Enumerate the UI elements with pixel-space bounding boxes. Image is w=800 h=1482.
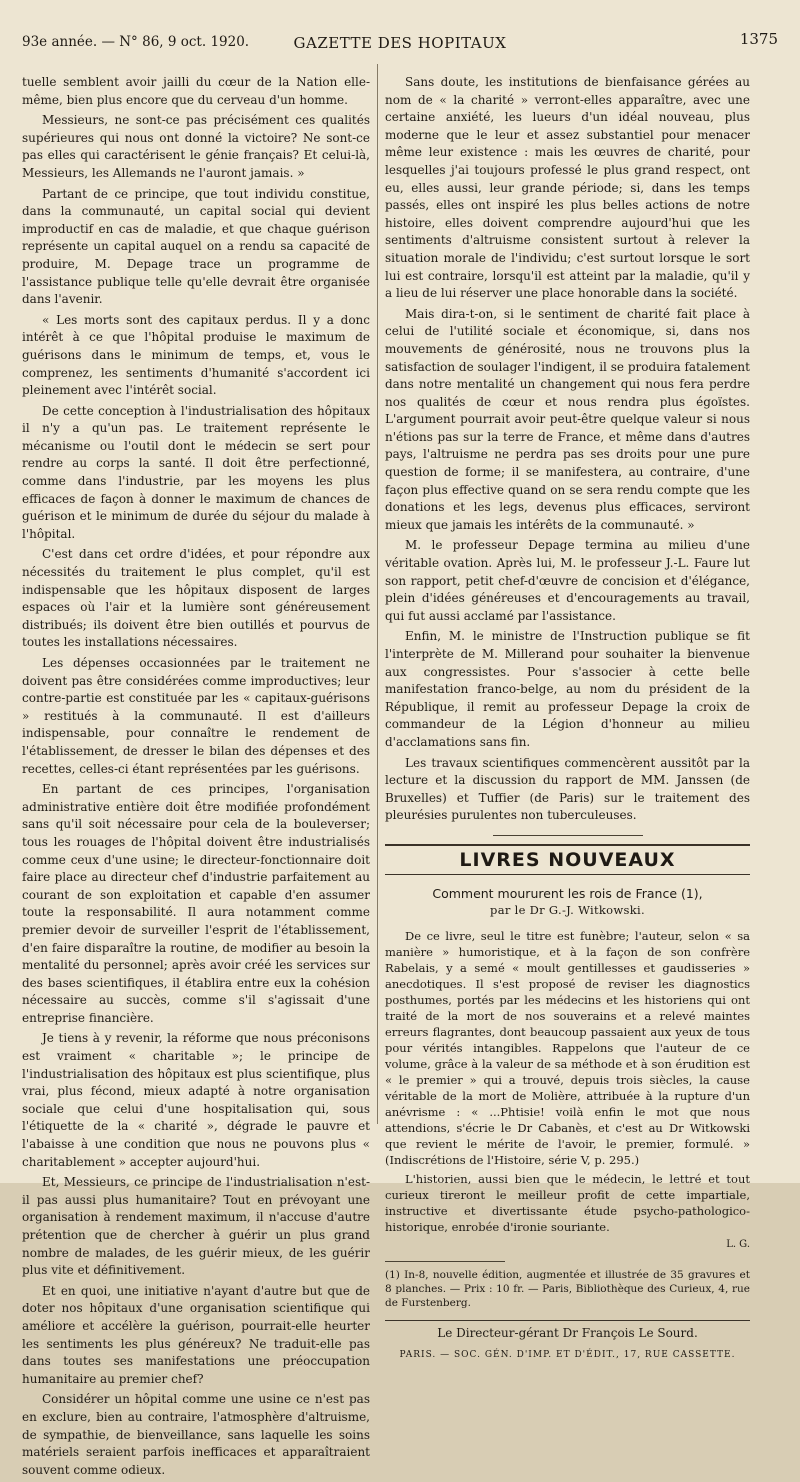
section-title: LIVRES NOUVEAUX [459,848,676,871]
page-header [22,30,778,56]
printer-line: PARIS. — SOC. GÉN. D'IMP. ET D'ÉDIT., 17, RUE CASSETTE. [399,1349,736,1360]
section-separator [493,835,643,836]
paragraph: tuelle semblent avoir jailli du cœur de la Nation elle-même, bien plus encore que du cerveau d'un homme. [22,75,370,107]
paragraph: De cette conception à l'industrialisation des hôpitaux il n'y a qu'un pas. Le traitement représente le mécanisme ou l'outil dont le médecin se sert pour rendre au corps la santé. Il doit être perfectionné, comme dans l'industrie, par les moyens les plus efficaces de façon à donner le maximum de chances de guérison et le minimum de durée du séjour du malade à l'hôpital. [22,403,370,541]
paragraph: Les dépenses occasionnées par le traitement ne doivent pas être considérées comme improductives; leur contre-partie est constituée par les « capitaux-guérisons » restitués à la communauté. Il est d'ailleurs indispensable, pour connaître le rendement de l'établissement, de dresser le bilan des dépenses et des recettes, celles-ci étant représentées par les guérisons. [22,656,370,776]
paragraph: Et en quoi, une initiative n'ayant d'autre but que de doter nos hôpitaux d'une organisation scientifique qui améliore et accélère la guérison, pourrait-elle heurter les sentiments les plus généreux? Ne traduit-elle pas dans toutes ses manifestations une préoccupation humanitaire au premier chef? [22,1283,370,1386]
paragraph: Mais dira-t-on, si le sentiment de charité fait place à celui de l'utilité sociale et économique, si, dans nos mouvements de générosité, nous ne trouvons plus la satisfaction de soulager l'indigent, il se produira fatalement dans notre mentalité un changement qui nous fera perdre nos qualités de cœur et nous rendra plus égoïstes. L'argument pourrait avoir peut-être quelque valeur si nous n'étions pas sur la terre de France, et même dans d'autres pays, l'altruisme ne perdra pas ses droits pour une pure question de forme; il se manifestera, au contraire, d'une façon plus effective quand on se sera rendu compte que les donations et les legs, devenus plus efficaces, serviront mieux que jamais les intérêts de la communauté. » [385,306,750,532]
left-column [22,74,370,1482]
review-paragraph: L'historien, aussi bien que le médecin, le lettré et tout curieux tireront le meilleur profit de cette impartiale, instructive et divertissante étude psycho-pathologico-historique, enrobée d'ironie souriante. [385,1171,750,1234]
book-title: Comment moururent les rois de France (1), [432,885,703,901]
paragraph: Je tiens à y revenir, la réforme que nous préconisons est vraiment « charitable »; le principe de l'industrialisation des hôpitaux est plus scientifique, plus vrai, plus fécond, mieux adapté à notre organisation sociale que celui d'une hospitalisation qui, sous l'étiquette de la « charité », dégrade le pauvre et l'abaisse à une condition que nous ne pouvons plus « charitablement » accepter aujourd'hui. [22,1031,370,1169]
paragraph: Enfin, M. le ministre de l'Instruction publique se fit l'interprète de M. Millerand pour souhaiter la bienvenue aux congressistes. Pour s'associer à cette belle manifestation franco-belge, au nom du président de la République, il remit au professeur Depage la croix de commandeur de la Légion d'honneur au milieu d'acclamations sans fin. [385,629,750,749]
paragraph: Messieurs, ne sont-ce pas précisément ces qualités supérieures qui nous ont donné la victoire? Ne sont-ce pas elles qui caractérisent le génie français? Et celui-là, Messieurs, les Allemands ne l'auront jamais. » [22,113,370,180]
paragraph: Sans doute, les institutions de bienfaisance gérées au nom de « la charité » verront-elles apparaître, avec une certaine anxiété, les lueurs d'un idéal nouveau, plus moderne que le leur et assez substantiel pour menacer même leur existence : mais les œuvres de charité, pour lesquelles j'ai toujours professé le plus grand respect, ont eu, elles aussi, leur grande période; si, dans les temps passés, elles ont inspiré les plus belles actions de notre histoire, elles doivent comprendre aujourd'hui que les sentiments d'altruisme consistent surtout à relever la situation morale de l'individu; c'est surtout lorsque le sort lui est contraire, lorsqu'il est atteint par la maladie, qu'il y a lieu de lui réserver une place honorable dans la société. [385,75,750,301]
right-column [385,74,750,1365]
book-author: par le Dr G.-J. Witkowski. [490,903,645,918]
paragraph: Considérer un hôpital comme une usine ce n'est pas en exclure, bien au contraire, l'atmosphère d'altruisme, de sympathie, de bienveillance, sans laquelle les soins matériels seraient parfois inefficaces et apparaîtraient souvent comme odieux. [22,1392,370,1477]
paragraph: C'est dans cet ordre d'idées, et pour répondre aux nécessités du traitement le plus complet, qu'il est indispensable que les hôpitaux disposent de larges espaces où l'air et la lumière sont généreusement distribués; ils doivent être bien outillés et pourvus de toutes les installations nécessaires. [22,547,370,650]
paragraph: En partant de ces principes, l'organisation administrative entière doit être modifiée profondément sans qu'il soit nécessaire pour cela de la bouleverser; tous les rouages de l'hôpital doivent être industrialisés comme ceux d'une usine; le directeur-fonctionnaire doit faire place au directeur chef d'industrie parfaitement au courant de son exploitation et capable d'en assumer toute la responsabilité. Il aura notamment comme premier devoir de surveiller l'esprit de l'établissement, d'en faire disparaître la routine, de modifier au besoin la mentalité du personnel; après avoir créé les services sur des bases scientifiques, il établira entre eux la cohésion nécessaire au succès, comme s'il s'agissait d'une entreprise financière. [22,782,370,1025]
paragraph: Et, Messieurs, ce principe de l'industrialisation n'est-il pas aussi plus humanitaire? Tout en prévoyant une organisation à rendement maximum, il n'accuse d'autre prétention que de chercher à guérir un plus grand nombre de malades, de les guérir mieux, de les guérir plus vite et définitivement. [22,1175,370,1278]
director-line: Le Directeur-gérant Dr François Le Sourd. [385,1320,750,1343]
page-number: 1375 [739,30,778,48]
review-initials: L. G. [726,1238,750,1250]
column-divider [377,64,378,1124]
paragraph: Partant de ce principe, que tout individu constitue, dans la communauté, un capital social qui devient improductif en cas de maladie, et que chaque guérison représente un capital auquel on a rendu sa capacité de produire, M. Depage trace un programme de l'assistance publique telle qu'elle devrait être organisée dans l'avenir. [22,186,370,307]
paragraph: « Les morts sont des capitaux perdus. Il y a donc intérêt à ce que l'hôpital produise le maximum de guérisons dans le minimum de temps, et, vous le comprenez, les sentiments d'humanité s'accordent ici pleinement avec l'intérêt social. [22,312,370,398]
paragraph: Les travaux scientifiques commencèrent aussitôt par la lecture et la discussion du rapport de MM. Janssen (de Bruxelles) et Tuffier (de Paris) sur le traitement des pleurésies purulentes non tuberculeuses. [385,755,750,823]
footnote-rule [385,1261,505,1262]
issue-info: 93e année. — N° 86, 9 oct. 1920. [22,34,250,50]
title-rule [385,844,750,846]
footnote: (1) In-8, nouvelle édition, augmentée et illustrée de 35 gravures et 8 planches. — Prix : 10 fr. — Paris, Bibliothèque des Curieux, 4, rue de Furstenberg. [385,1269,750,1310]
title-rule [385,874,750,875]
paragraph: M. le professeur Depage termina au milieu d'une véritable ovation. Après lui, M. le professeur J.-L. Faure lut son rapport, petit chef-d'œuvre de concision et d'élégance, plein d'idées généreuses et d'encouragements au travail, qui fut aussi acclamé par l'assistance. [385,538,750,623]
review-paragraph: De ce livre, seul le titre est funèbre; l'auteur, selon « sa manière » humoristique, et à la façon de son confrère Rabelais, y a semé « moult gentillesses et gaudisseries » anecdotiques. Il s'est proposé de reviser les diagnostics posthumes, portés par les médecins et les historiens qui ont traité de la mort de nos souverains et a relevé maintes erreurs flagrantes, dont beaucoup passaient aux yeux de tous pour vérités intangibles. Rappelons que l'auteur de ce volume, grâce à la valeur de sa méthode et à son érudition est « le premier » qui a trouvé, depuis trois siècles, la cause véritable de la mort de Molière, attribuée à la rupture d'un anévrisme : « ...Phtisie! voilà enfin le mot que nous attendions, s'écrie le Dr Cabanès, et c'est au Dr Witkowski que revient le mérite de l'avoir, le premier, formulé. » (Indiscrétions de l'Histoire, série V, p. 295.) [385,928,750,1167]
journal-title: GAZETTE DES HOPITAUX [293,34,507,52]
